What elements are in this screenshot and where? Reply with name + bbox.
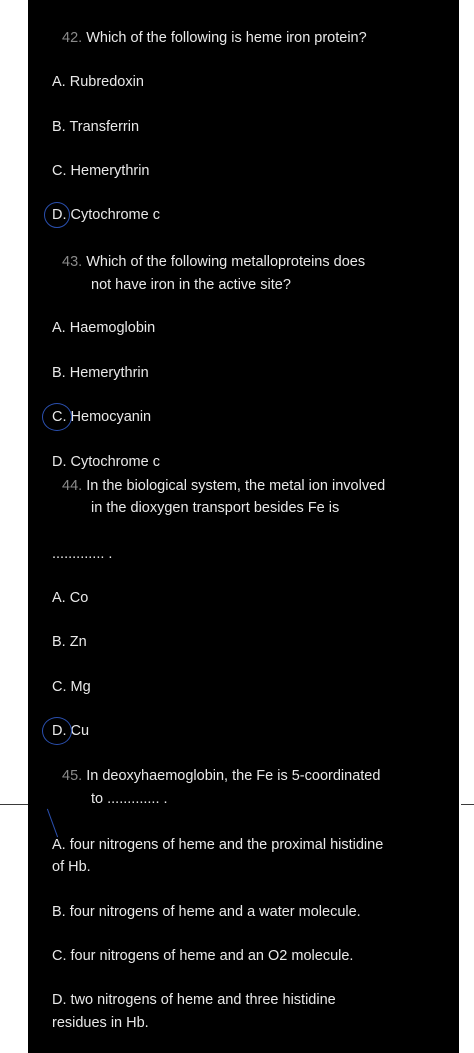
question-42-option-b[interactable]: B. Transferrin <box>52 119 140 135</box>
answer-mark-circle <box>44 202 70 228</box>
question-43-number: 43. <box>62 254 83 270</box>
question-45-text-2: to ............. . <box>91 791 168 807</box>
question-44-number: 44. <box>62 478 83 494</box>
question-43-option-d[interactable]: D. Cytochrome c <box>52 454 160 470</box>
question-42-number: 42. <box>62 30 83 46</box>
question-43-option-c[interactable]: C. Hemocyanin <box>52 409 152 425</box>
question-45-number: 45. <box>62 768 83 784</box>
question-43-text-2: not have iron in the active site? <box>91 277 291 293</box>
question-43-option-a[interactable]: A. Haemoglobin <box>52 320 156 336</box>
question-45-option-a-line-2[interactable]: of Hb. <box>52 859 91 875</box>
question-44-text-2: in the dioxygen transport besides Fe is <box>91 500 340 516</box>
question-42-line-1 <box>62 28 367 48</box>
question-45-option-c[interactable]: C. four nitrogens of heme and an O2 molecule. <box>52 948 354 964</box>
question-45-text-1: In deoxyhaemoglobin, the Fe is 5-coordinated <box>86 768 381 784</box>
question-45-option-d-line-2[interactable]: residues in Hb. <box>52 1015 149 1031</box>
question-44-text-1: In the biological system, the metal ion involved <box>86 478 386 494</box>
question-42-option-a[interactable]: A. Rubredoxin <box>52 74 144 90</box>
question-45-option-a-line-1[interactable]: A. four nitrogens of heme and the proximal histidine <box>52 837 384 853</box>
question-44-line-1 <box>62 476 385 496</box>
question-45-line-1 <box>62 766 380 786</box>
document-panel[interactable] <box>28 0 459 1053</box>
question-43-text-1: Which of the following metalloproteins does <box>86 254 366 270</box>
question-44-option-b[interactable]: B. Zn <box>52 634 87 650</box>
question-44-option-d[interactable]: D. Cu <box>52 723 90 739</box>
question-42-option-d[interactable]: D. Cytochrome c <box>52 207 160 223</box>
question-44-option-c[interactable]: C. Mg <box>52 679 91 695</box>
question-42-text: Which of the following is heme iron protein? <box>86 30 367 46</box>
question-42-option-c[interactable]: C. Hemerythrin <box>52 163 150 179</box>
question-44-blank: ............. . <box>52 546 113 562</box>
question-44-option-a[interactable]: A. Co <box>52 590 89 606</box>
question-43-option-b[interactable]: B. Hemerythrin <box>52 365 149 381</box>
divider-line-right <box>461 804 474 805</box>
answer-mark-circle <box>42 717 72 745</box>
question-43-line-1 <box>62 252 365 272</box>
question-45-option-b[interactable]: B. four nitrogens of heme and a water molecule. <box>52 904 361 920</box>
answer-mark-circle <box>42 403 72 431</box>
question-45-option-d-line-1[interactable]: D. two nitrogens of heme and three histidine <box>52 992 336 1008</box>
